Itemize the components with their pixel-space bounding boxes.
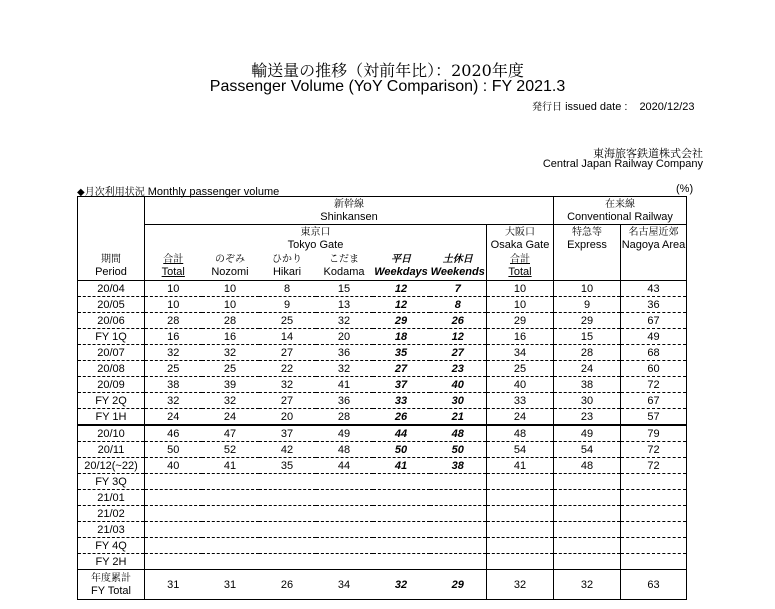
table-cell: 54 <box>487 442 554 458</box>
table-cell <box>202 506 259 522</box>
table-cell <box>316 538 373 554</box>
table-cell: 49 <box>554 425 621 442</box>
table-cell <box>145 506 202 522</box>
table-cell: 29 <box>487 313 554 329</box>
osaka-total-header-jp: 合計 <box>510 254 530 266</box>
table-cell: 40 <box>145 458 202 474</box>
conventional-header <box>554 197 687 225</box>
table-cell: 38 <box>145 377 202 393</box>
table-cell <box>316 474 373 490</box>
table-row <box>78 329 687 345</box>
table-cell <box>554 554 621 570</box>
table-row <box>78 281 687 297</box>
table-row <box>78 345 687 361</box>
table-cell: 23 <box>554 409 621 426</box>
table-cell <box>145 522 202 538</box>
nozomi-header-en: Nozomi <box>211 266 249 279</box>
table-row <box>78 458 687 474</box>
issued-date-line <box>532 98 695 113</box>
table-cell: 67 <box>621 393 687 409</box>
table-cell <box>430 538 487 554</box>
table-cell: 33 <box>487 393 554 409</box>
nagoya-header-jp: 名古屋近郊 <box>628 227 679 238</box>
table-cell: 48 <box>487 425 554 442</box>
table-cell: 10 <box>145 297 202 313</box>
table-cell <box>621 474 687 490</box>
table-row <box>78 442 687 458</box>
table-cell: 46 <box>145 425 202 442</box>
table-cell: 27 <box>259 393 316 409</box>
table-cell <box>373 538 430 554</box>
table-cell <box>145 490 202 506</box>
tokyo-gate-jp: 東京口 <box>300 226 331 238</box>
table-cell <box>554 474 621 490</box>
nozomi-header-jp: のぞみ <box>215 254 245 266</box>
table-cell: 34 <box>487 345 554 361</box>
total-period <box>78 570 145 600</box>
weekdays-header-jp: 平日 <box>391 254 411 266</box>
table-cell: 27 <box>373 361 430 377</box>
table-cell: 21 <box>430 409 487 426</box>
table-cell: 49 <box>316 425 373 442</box>
table-cell: 72 <box>621 377 687 393</box>
title-english: Passenger Volume (YoY Comparison) : FY 2021.3 <box>209 78 566 95</box>
table-cell: 48 <box>430 425 487 442</box>
table-cell: 15 <box>316 281 373 297</box>
table-row <box>78 409 687 426</box>
table-cell: 41 <box>487 458 554 474</box>
table-cell: 24 <box>202 409 259 426</box>
table-cell: 50 <box>373 442 430 458</box>
table-cell: 24 <box>487 409 554 426</box>
table-body <box>78 281 687 600</box>
table-cell: 54 <box>554 442 621 458</box>
table-cell: 50 <box>145 442 202 458</box>
table-cell <box>259 474 316 490</box>
total-period-jp: 年度累計 <box>91 572 131 584</box>
row-period: 20/07 <box>78 345 145 361</box>
total-header <box>145 253 202 281</box>
section-title-jp: ◆月次利用状況 <box>77 187 145 198</box>
weekends-header-jp: 土休日 <box>442 254 473 266</box>
total-period-en: FY Total <box>91 584 131 597</box>
table-cell <box>430 554 487 570</box>
express-header-en: Express <box>567 239 607 251</box>
table-cell: 25 <box>202 361 259 377</box>
table-cell: 32 <box>202 345 259 361</box>
kodama-header-jp: こだま <box>329 254 359 266</box>
table-row <box>78 393 687 409</box>
total-cell: 26 <box>259 570 316 600</box>
table-cell: 32 <box>316 313 373 329</box>
table-cell: 72 <box>621 442 687 458</box>
table-cell <box>373 490 430 506</box>
table-cell: 10 <box>554 281 621 297</box>
table-cell: 35 <box>373 345 430 361</box>
row-period: FY 4Q <box>78 538 145 554</box>
period-header-jp: 期間 <box>101 254 121 265</box>
total-cell: 34 <box>316 570 373 600</box>
title-japanese: 輸送量の推移（対前年比）：2020年度 <box>251 61 524 80</box>
row-period: FY 2Q <box>78 393 145 409</box>
table-cell <box>373 474 430 490</box>
table-cell: 28 <box>145 313 202 329</box>
table-cell <box>621 554 687 570</box>
nagoya-header-en: Nagoya Area <box>621 239 686 251</box>
issued-date: 2020/12/23 <box>639 101 695 113</box>
table-cell: 12 <box>430 329 487 345</box>
row-period: 20/10 <box>78 425 145 442</box>
hikari-header-jp: ひかり <box>272 254 302 266</box>
table-row <box>78 361 687 377</box>
table-cell <box>487 490 554 506</box>
nagoya-header <box>621 225 687 281</box>
table-cell: 8 <box>259 281 316 297</box>
table-cell: 16 <box>487 329 554 345</box>
row-period: FY 2H <box>78 554 145 570</box>
weekdays-header <box>373 253 430 281</box>
row-period: 21/01 <box>78 490 145 506</box>
table-cell <box>316 554 373 570</box>
row-period: 20/09 <box>78 377 145 393</box>
issued-label-en: issued date : <box>565 101 628 113</box>
table-cell: 10 <box>202 281 259 297</box>
table-cell <box>202 554 259 570</box>
table-row <box>78 522 687 538</box>
table-cell: 30 <box>430 393 487 409</box>
unit-label: (%) <box>676 183 694 195</box>
table-cell: 20 <box>316 329 373 345</box>
table-cell: 23 <box>430 361 487 377</box>
table-cell: 7 <box>430 281 487 297</box>
issued-label-jp: 発行日 <box>532 102 562 113</box>
table-cell: 32 <box>259 377 316 393</box>
table-cell: 37 <box>373 377 430 393</box>
table-cell <box>621 522 687 538</box>
osaka-gate-jp: 大阪口 <box>505 226 535 238</box>
table-row <box>78 297 687 313</box>
table-cell: 28 <box>316 409 373 426</box>
table-cell: 40 <box>487 377 554 393</box>
table-cell: 24 <box>554 361 621 377</box>
row-period: 20/04 <box>78 281 145 297</box>
table-cell: 48 <box>554 458 621 474</box>
table-cell <box>430 506 487 522</box>
table-cell: 32 <box>316 361 373 377</box>
table-cell: 12 <box>373 281 430 297</box>
row-period: 20/08 <box>78 361 145 377</box>
table-cell: 29 <box>373 313 430 329</box>
table-cell <box>554 490 621 506</box>
table-cell <box>145 474 202 490</box>
table-cell <box>259 522 316 538</box>
conventional-header-jp: 在来線 <box>605 198 635 210</box>
table-cell: 30 <box>554 393 621 409</box>
table-cell: 9 <box>259 297 316 313</box>
table-cell: 32 <box>145 393 202 409</box>
total-cell: 63 <box>621 570 687 600</box>
section-title-en: Monthly passenger volume <box>147 186 280 198</box>
table-cell <box>316 490 373 506</box>
kodama-header-en: Kodama <box>323 266 365 279</box>
table-cell <box>554 538 621 554</box>
table-cell: 39 <box>202 377 259 393</box>
table-cell <box>621 490 687 506</box>
weekends-header-en: Weekends <box>430 266 485 279</box>
table-cell: 38 <box>430 458 487 474</box>
conventional-header-en: Conventional Railway <box>567 210 673 223</box>
hikari-header <box>259 253 316 281</box>
table-cell <box>202 522 259 538</box>
total-header-jp: 合計 <box>163 254 184 266</box>
table-cell <box>202 538 259 554</box>
table-cell <box>430 474 487 490</box>
table-cell: 49 <box>621 329 687 345</box>
table-cell: 28 <box>202 313 259 329</box>
tokyo-gate-en: Tokyo Gate <box>287 238 344 251</box>
table-cell: 36 <box>316 393 373 409</box>
table-cell <box>487 554 554 570</box>
table-cell <box>259 554 316 570</box>
table-cell: 32 <box>202 393 259 409</box>
osaka-gate-header <box>487 225 554 253</box>
table-cell: 10 <box>202 297 259 313</box>
table-cell <box>373 522 430 538</box>
table-cell: 41 <box>316 377 373 393</box>
row-period: FY 1H <box>78 409 145 426</box>
hikari-header-en: Hikari <box>272 266 302 279</box>
table-cell <box>621 538 687 554</box>
table-cell: 22 <box>259 361 316 377</box>
table-cell <box>373 554 430 570</box>
row-period: 20/05 <box>78 297 145 313</box>
table-cell: 72 <box>621 458 687 474</box>
table-cell: 67 <box>621 313 687 329</box>
tokyo-gate-header <box>145 225 487 253</box>
table-row-total <box>78 570 687 600</box>
total-cell: 31 <box>202 570 259 600</box>
shinkansen-header <box>145 197 554 225</box>
row-period: 20/11 <box>78 442 145 458</box>
table-cell <box>202 474 259 490</box>
row-period: FY 3Q <box>78 474 145 490</box>
table-cell <box>430 490 487 506</box>
table-cell <box>316 522 373 538</box>
table-cell: 29 <box>554 313 621 329</box>
table-row <box>78 377 687 393</box>
row-period: 21/03 <box>78 522 145 538</box>
period-header <box>78 197 145 281</box>
table-cell: 41 <box>373 458 430 474</box>
osaka-gate-en: Osaka Gate <box>490 238 550 251</box>
table-cell: 52 <box>202 442 259 458</box>
table-cell: 28 <box>554 345 621 361</box>
table-cell: 68 <box>621 345 687 361</box>
table-row <box>78 425 687 442</box>
table-cell <box>621 506 687 522</box>
period-header-en: Period <box>95 266 127 278</box>
row-period: 21/02 <box>78 506 145 522</box>
table-cell: 10 <box>487 297 554 313</box>
table-cell: 25 <box>145 361 202 377</box>
table-cell: 44 <box>316 458 373 474</box>
table-cell <box>259 506 316 522</box>
table-cell: 24 <box>145 409 202 426</box>
table-row <box>78 313 687 329</box>
express-header-jp: 特急等 <box>572 227 602 238</box>
company-name-jp: 東海旅客鉄道株式会社 <box>593 147 703 160</box>
osaka-total-header-en: Total <box>508 266 532 279</box>
table-row <box>78 506 687 522</box>
table-cell <box>430 522 487 538</box>
table-cell: 38 <box>554 377 621 393</box>
table-cell: 16 <box>145 329 202 345</box>
table-row <box>78 554 687 570</box>
row-period: FY 1Q <box>78 329 145 345</box>
nozomi-header <box>202 253 259 281</box>
table-cell: 10 <box>145 281 202 297</box>
row-period: 20/12(~22) <box>78 458 145 474</box>
table-cell: 14 <box>259 329 316 345</box>
table-cell: 13 <box>316 297 373 313</box>
table-cell: 25 <box>487 361 554 377</box>
weekdays-header-en: Weekdays <box>374 266 428 279</box>
row-period: 20/06 <box>78 313 145 329</box>
table-cell: 57 <box>621 409 687 426</box>
table-cell <box>373 506 430 522</box>
table-cell: 48 <box>316 442 373 458</box>
table-cell: 18 <box>373 329 430 345</box>
table-cell <box>487 538 554 554</box>
table-cell <box>202 490 259 506</box>
table-cell: 36 <box>316 345 373 361</box>
table-cell <box>259 490 316 506</box>
table-cell: 15 <box>554 329 621 345</box>
total-cell: 31 <box>145 570 202 600</box>
table-row <box>78 490 687 506</box>
total-cell: 32 <box>487 570 554 600</box>
table-cell: 41 <box>202 458 259 474</box>
table-cell: 27 <box>259 345 316 361</box>
kodama-header <box>316 253 373 281</box>
shinkansen-header-jp: 新幹線 <box>334 198 364 210</box>
total-cell: 32 <box>554 570 621 600</box>
total-header-en: Total <box>161 266 185 279</box>
total-cell: 29 <box>430 570 487 600</box>
table-cell <box>316 506 373 522</box>
table-cell: 26 <box>373 409 430 426</box>
table-cell <box>487 474 554 490</box>
total-cell: 32 <box>373 570 430 600</box>
table-cell <box>487 506 554 522</box>
table-cell: 27 <box>430 345 487 361</box>
passenger-volume-table <box>77 196 687 600</box>
shinkansen-header-en: Shinkansen <box>320 210 378 223</box>
express-header <box>554 225 621 281</box>
table-cell: 44 <box>373 425 430 442</box>
table-cell <box>554 506 621 522</box>
table-cell: 9 <box>554 297 621 313</box>
table-cell: 35 <box>259 458 316 474</box>
table-cell <box>259 538 316 554</box>
table-row <box>78 474 687 490</box>
table-cell: 12 <box>373 297 430 313</box>
table-cell: 20 <box>259 409 316 426</box>
table-cell: 43 <box>621 281 687 297</box>
table-cell <box>554 522 621 538</box>
table-cell: 25 <box>259 313 316 329</box>
table-cell: 26 <box>430 313 487 329</box>
table-cell: 16 <box>202 329 259 345</box>
table-cell: 47 <box>202 425 259 442</box>
osaka-total-header <box>487 253 554 281</box>
table-cell <box>145 554 202 570</box>
table-cell: 40 <box>430 377 487 393</box>
table-row <box>78 538 687 554</box>
table-cell <box>487 522 554 538</box>
table-cell: 36 <box>621 297 687 313</box>
table-cell: 60 <box>621 361 687 377</box>
table-cell: 50 <box>430 442 487 458</box>
company-name-en: Central Japan Railway Company <box>542 158 703 170</box>
table-cell: 42 <box>259 442 316 458</box>
table-cell: 32 <box>145 345 202 361</box>
table-cell: 8 <box>430 297 487 313</box>
table-cell: 33 <box>373 393 430 409</box>
table-cell: 10 <box>487 281 554 297</box>
table-cell: 37 <box>259 425 316 442</box>
table-cell <box>145 538 202 554</box>
table-cell: 79 <box>621 425 687 442</box>
weekends-header <box>430 253 487 281</box>
